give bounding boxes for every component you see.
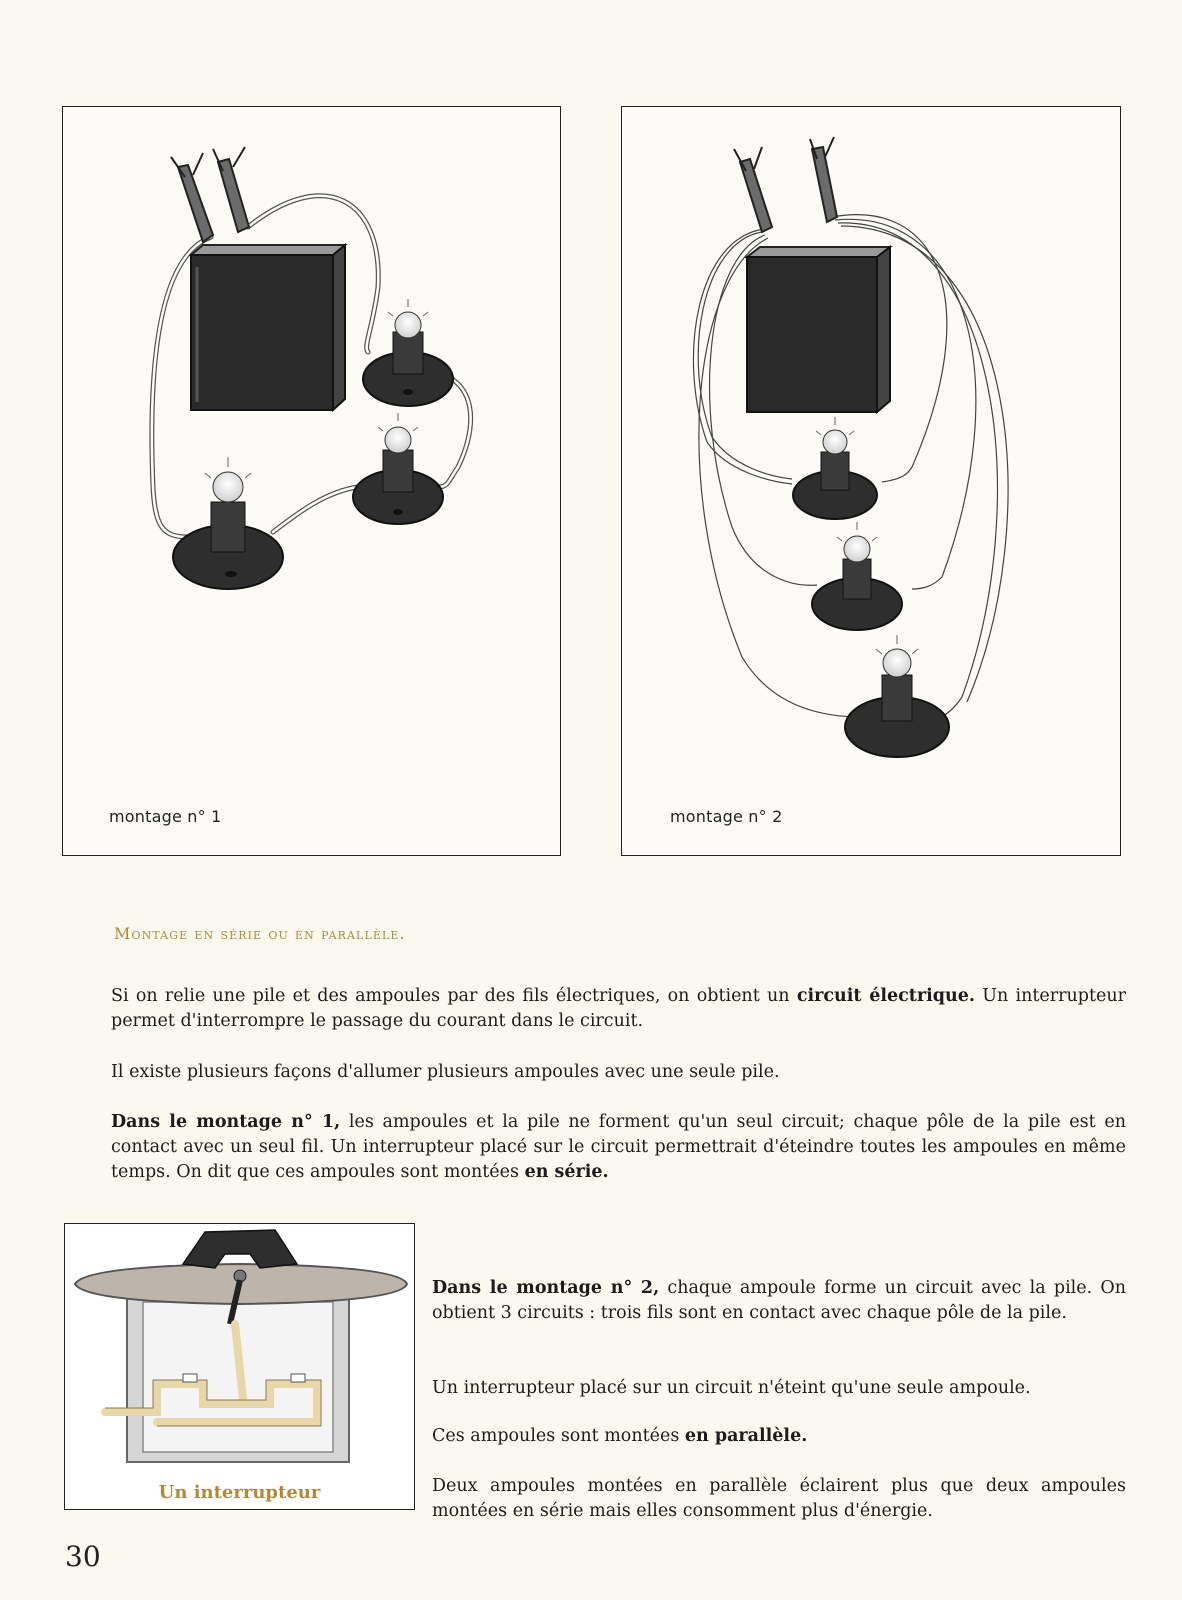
emphasis-en-parallele: en parallèle.: [684, 1426, 808, 1446]
paragraph-montage-1: [111, 1110, 1126, 1185]
paragraph-parallel: [432, 1424, 1126, 1449]
text: Ces ampoules sont montées: [432, 1426, 685, 1446]
bulb-holder-3: [173, 457, 283, 589]
crocodile-clips: [734, 137, 837, 232]
emphasis-en-serie: en série.: [524, 1162, 609, 1182]
bulb-holder-3: [845, 635, 949, 757]
crocodile-clips: [171, 147, 249, 242]
switch-illustration: [65, 1224, 413, 1474]
series-circuit-illustration: [63, 107, 559, 853]
bulb-holder-2: [353, 413, 443, 524]
emphasis-circuit-electrique: circuit électrique.: [796, 986, 975, 1006]
paragraph-switch-effect: Un interrupteur placé sur un circuit n'éteint qu'une seule ampoule.: [432, 1378, 1031, 1398]
text: Un interrupteur permet d'interrompre le passage du courant dans le circuit.: [111, 986, 1126, 1031]
switch-caption: Un interrupteur: [158, 1482, 321, 1503]
text: Si on relie une pile et des ampoules par des fils électriques, on obtient un: [111, 986, 797, 1006]
bulb-holder-1: [793, 417, 877, 519]
figure-montage-2: [621, 106, 1121, 856]
section-title: Montage en série ou en parallèle.: [114, 924, 406, 943]
montage-1-caption: montage n° 1: [109, 807, 222, 826]
battery: [191, 245, 345, 410]
figure-switch: [64, 1223, 415, 1510]
parallel-circuit-illustration: [622, 107, 1119, 853]
emphasis-montage-1: Dans le montage n° 1,: [111, 1112, 341, 1132]
bulb-holder-1: [363, 299, 453, 406]
paragraph-circuit-intro: [111, 984, 1126, 1034]
montage-2-caption: montage n° 2: [670, 807, 783, 826]
paragraph-comparison: Deux ampoules montées en parallèle éclairent plus que deux ampoules montées en série mais elles consomment plus d'énergie.: [432, 1476, 1126, 1521]
text: les ampoules et la pile ne forment qu'un seul circuit; chaque pôle de la pile est en contact avec un seul fil. Un interrupteur placé sur le circuit permettrait d'éteindre toutes les ampoules en même temps. On dit que ces ampoules sont montées: [111, 1112, 1126, 1182]
paragraph-montage-2: [432, 1276, 1126, 1326]
battery: [747, 247, 890, 412]
paragraph-ways: Il existe plusieurs façons d'allumer plusieurs ampoules avec une seule pile.: [111, 1062, 780, 1082]
figure-montage-1: [62, 106, 561, 856]
page-number: 30: [65, 1540, 101, 1573]
emphasis-montage-2: Dans le montage n° 2,: [432, 1278, 660, 1298]
text: chaque ampoule forme un circuit avec la pile. On obtient 3 circuits : trois fils sont en contact avec chaque pôle de la pile.: [432, 1278, 1126, 1323]
bulb-holder-2: [812, 522, 902, 630]
